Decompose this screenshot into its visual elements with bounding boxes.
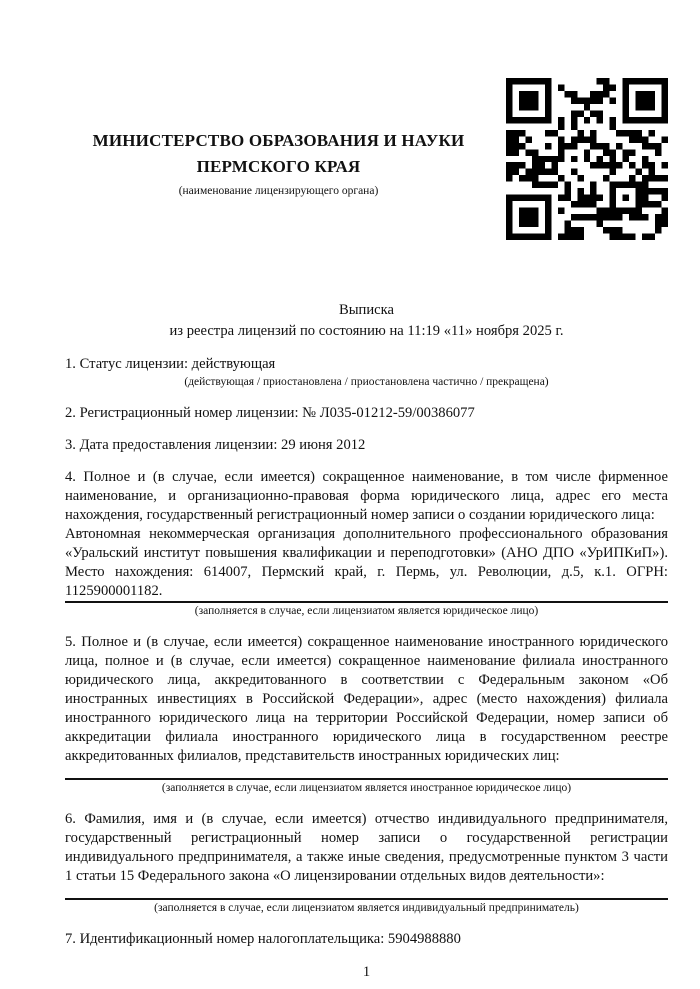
- document-header: [65, 0, 668, 240]
- individual-entrepreneur-blank: [65, 886, 668, 898]
- foreign-entity-caption: (заполняется в случае, если лицензиатом является иностранное юридическое лицо): [161, 782, 572, 794]
- qr-code-icon: [506, 78, 668, 240]
- license-status-options-caption: (действующая / приостановлена / приостановлена частично / прекращена): [184, 376, 549, 388]
- taxpayer-number-text: 7. Идентификационный номер налогоплательщика: 5904988880: [65, 931, 461, 947]
- item-individual-entrepreneur: [65, 810, 668, 917]
- item-license-status: [65, 355, 668, 391]
- ministry-name-line2: ПЕРМСКОГО КРАЯ: [196, 157, 361, 176]
- item-foreign-entity: [65, 633, 668, 797]
- item-license-date: [65, 436, 668, 455]
- legal-entity-label: 4. Полное и (в случае, если имеется) сокращенное наименование, в том числе фирменное наименование, и организационно-правовая форма юридического лица, адрес его места нахождения, государственный регистрационный номер записи о создании юридического лица:: [65, 469, 668, 523]
- license-date-text: 3. Дата предоставления лицензии: 29 июня 2012: [65, 437, 366, 453]
- document-title: [65, 300, 668, 342]
- item-taxpayer-number: [65, 930, 668, 949]
- document-title-line2: из реестра лицензий по состоянию на 11:19 «11» ноября 2025 г.: [169, 323, 564, 339]
- ministry-name-caption: (наименование лицензирующего органа): [178, 185, 379, 197]
- ministry-name-line1: МИНИСТЕРСТВО ОБРАЗОВАНИЯ И НАУКИ: [92, 131, 465, 150]
- legal-entity-caption: (заполняется в случае, если лицензиатом является юридическое лицо): [194, 605, 539, 617]
- licensing-authority-block: [65, 78, 506, 199]
- document-title-line1: Выписка: [339, 302, 394, 318]
- item-registration-number: [65, 404, 668, 423]
- foreign-entity-blank: [65, 766, 668, 778]
- foreign-entity-label: 5. Полное и (в случае, если имеется) сокращенное наименование иностранного юридического лица, полное и (в случае, если имеется) сокращенное наименование филиала иностранного юридического лица, аккредитованного в соответствии с Федеральным законом «Об иностранных инвестициях в Российской Федерации», адрес (место нахождения) филиала иностранного юридического лица на территории Российской Федерации, номер записи об аккредитации филиала иностранного юридического лица в государственном реестре аккредитованных филиалов, представительств иностранных юридических лиц:: [65, 634, 668, 764]
- individual-entrepreneur-caption: (заполняется в случае, если лицензиатом является индивидуальный предприниматель): [154, 902, 579, 914]
- individual-entrepreneur-label: 6. Фамилия, имя и (в случае, если имеется) отчество индивидуального предпринимателя, государственный регистрационный номер записи о государственной регистрации индивидуального предпринимателя, а также иные сведения, предусмотренные пунктом 3 части 1 статьи 15 Федерального закона «О лицензировании отдельных видов деятельности»:: [65, 811, 668, 884]
- item-legal-entity: [65, 468, 668, 620]
- page-number: 1: [362, 964, 371, 980]
- legal-entity-value: Автономная некоммерческая организация дополнительного профессионального образования «Уральский институт повышения квалификации и переподготовки» (АНО ДПО «УрИПКиП»). Место нахождения: 614007, Пермский край, г. Пермь, ул. Революции, д.5, к.1. ОГРН: 1125900001182.: [65, 526, 668, 599]
- registration-number-text: 2. Регистрационный номер лицензии: № Л035-01212-59/00386077: [65, 405, 475, 421]
- license-status-text: 1. Статус лицензии: действующая: [65, 356, 276, 372]
